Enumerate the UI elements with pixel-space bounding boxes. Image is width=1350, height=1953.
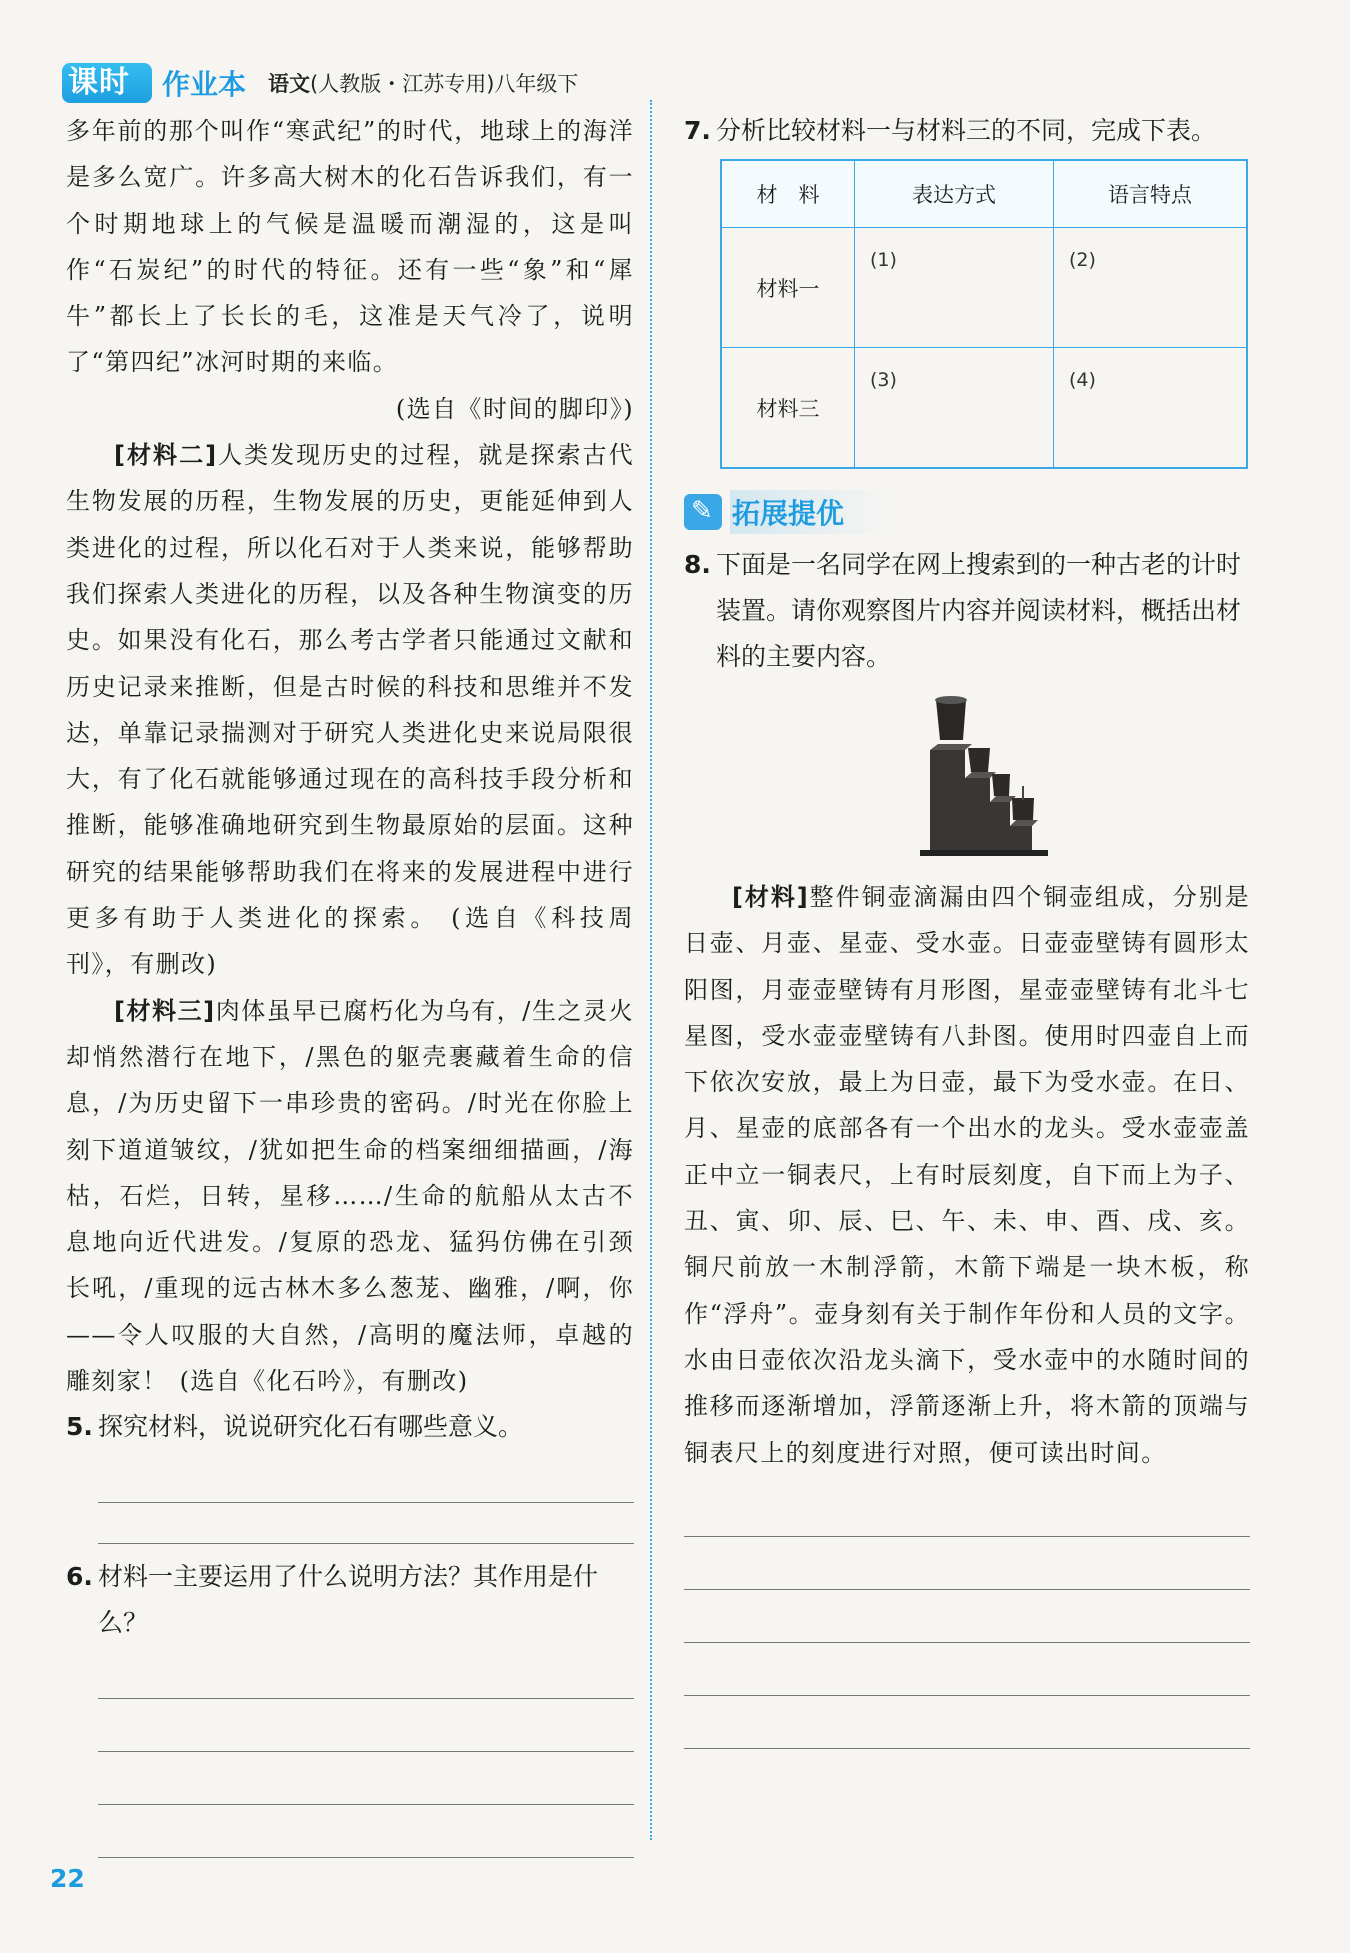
material-paragraph	[684, 874, 1250, 1476]
question-6-text: 材料一主要运用了什么说明方法？其作用是什么？	[98, 1562, 599, 1638]
answer-line[interactable]	[98, 1752, 634, 1805]
question-5-text: 探究材料，说说研究化石有哪些意义。	[98, 1412, 524, 1442]
material-tag: [材料]	[732, 883, 810, 911]
page-number: 22	[50, 1864, 85, 1893]
page-header	[62, 58, 578, 108]
question-8-block	[684, 542, 1250, 680]
material-two-source: (选自《科技周刊》，有删改)	[66, 904, 635, 979]
answer-cell[interactable]: (1)	[855, 228, 1054, 348]
section-title: ✎ 拓展提优	[684, 490, 888, 534]
material-text: 整件铜壶滴漏由四个铜壶组成，分别是日壶、月壶、星壶、受水壶。日壶壶壁铸有圆形太阳图，月壶壶壁铸有月形图，星壶壶壁铸有北斗七星图，受水壶壶壁铸有八卦图。使用时四壶自上而下依次安放，最上为日壶，最下为受水壶。在日、月、星壶的底部各有一个出水的龙头。受水壶壶盖正中立一铜表尺，上有时辰刻度，自下而上为子、丑、寅、卯、辰、巳、午、未、申、酉、戌、亥。铜尺前放一木制浮箭，木箭下端是一块木板，称作“浮舟”。壶身刻有关于制作年份和人员的文字。水由日壶依次沿龙头滴下，受水壶中的水随时间的推移而逐渐增加，浮箭逐渐上升，将木箭的顶端与铜表尺上的刻度进行对照，便可读出时间。	[684, 883, 1250, 1467]
answer-line[interactable]	[684, 1537, 1250, 1590]
question-8: 8. 下面是一名同学在网上搜索到的一种古老的计时装置。请你观察图片内容并阅读材料，概括出材料的主要内容。	[684, 542, 1250, 680]
answer-cell[interactable]: (4)	[1054, 348, 1248, 469]
material-three-source: (选自《化石吟》，有删改)	[179, 1367, 469, 1396]
answer-line[interactable]	[684, 1476, 1250, 1537]
question-7: 7. 分析比较材料一与材料三的不同，完成下表。	[684, 108, 1250, 154]
material-one-text: 多年前的那个叫作“寒武纪”的时代，地球上的海洋是多么宽广。许多高大树木的化石告诉我们，有一个时期地球上的气候是温暖而潮湿的，这是叫作“石炭纪”的时代的特征。还有一些“象”和“犀牛”都长上了长长的毛，这准是天气冷了，说明了“第四纪”冰河时期的来临。	[66, 117, 634, 377]
material-block	[684, 874, 1250, 1749]
right-column	[684, 108, 1250, 154]
material-three-text: 肉体虽早已腐朽化为乌有，/生之灵火却悄然潜行在地下，/黑色的躯壳裹藏着生命的信息，/为历史留下一串珍贵的密码。/时光在你脸上刻下道道皱纹，/犹如把生命的档案细细描画，/海枯，石烂，日转，星移……/生命的航船从太古不息地向近代进发。/复原的恐龙、猛犸仿佛在引颈长吼，/重现的远古林木多么葱茏、幽雅，/啊，你——令人叹服的大自然，/高明的魔法师，卓越的雕刻家！	[66, 996, 634, 1396]
answer-line[interactable]	[98, 1805, 634, 1858]
subject-label: 语文(人教版・江苏专用)八年级下	[268, 72, 579, 96]
question-7-text: 分析比较材料一与材料三的不同，完成下表。	[716, 116, 1217, 145]
table-header-row	[721, 160, 1247, 228]
answer-line[interactable]	[98, 1503, 634, 1544]
row-label: 材料三	[721, 348, 855, 469]
table-row	[721, 348, 1247, 469]
table-header: 语言特点	[1054, 160, 1248, 228]
table-row	[721, 228, 1247, 348]
comparison-table	[720, 159, 1248, 469]
answer-line[interactable]	[98, 1450, 634, 1503]
material-two-text: 人类发现历史的过程，就是探索古代生物发展的历程，生物发展的历史，更能延伸到人类进化的过程，所以化石对于人类来说，能够帮助我们探索人类进化的历程，以及各种生物演变的历史。如果没有化石，那么考古学者只能通过文献和历史记录来推断，但是古时候的科技和思维并不发达，单靠记录揣测对于研究人类进化史来说局限很大，有了化石就能够通过现在的高科技手段分析和推断，能够准确地研究到生物最原始的层面。这种研究的结果能够帮助我们在将来的发展进程中进行更多有助于人类进化的探索。	[66, 441, 634, 933]
column-divider	[650, 100, 652, 1840]
brand-title: 作业本	[162, 68, 247, 101]
material-two-tag: [材料二]	[114, 441, 218, 470]
clepsydra-image	[910, 690, 1060, 860]
table-header: 材 料	[721, 160, 855, 228]
answer-line[interactable]	[684, 1643, 1250, 1696]
answer-line[interactable]	[684, 1696, 1250, 1749]
question-5: 5. 探究材料，说说研究化石有哪些意义。	[66, 1404, 634, 1450]
left-column	[66, 108, 634, 1858]
material-one-source: (选自《时间的脚印》)	[395, 394, 634, 423]
question-8-text: 下面是一名同学在网上搜索到的一种古老的计时装置。请你观察图片内容并阅读材料，概括出材料的主要内容。	[716, 550, 1242, 671]
answer-cell[interactable]: (3)	[855, 348, 1054, 469]
logo-text: 课时	[68, 65, 130, 100]
answer-line[interactable]	[684, 1590, 1250, 1643]
material-three	[66, 988, 634, 1405]
material-three-tag: [材料三]	[114, 996, 216, 1025]
question-6: 6. 材料一主要运用了什么说明方法？其作用是什么？	[66, 1554, 634, 1646]
table-header: 表达方式	[855, 160, 1054, 228]
logo	[62, 61, 156, 105]
answer-line[interactable]	[98, 1646, 634, 1699]
material-two	[66, 432, 634, 988]
answer-line[interactable]	[98, 1699, 634, 1752]
pencil-icon: ✎	[684, 494, 722, 530]
answer-cell[interactable]: (2)	[1054, 228, 1248, 348]
row-label: 材料一	[721, 228, 855, 348]
